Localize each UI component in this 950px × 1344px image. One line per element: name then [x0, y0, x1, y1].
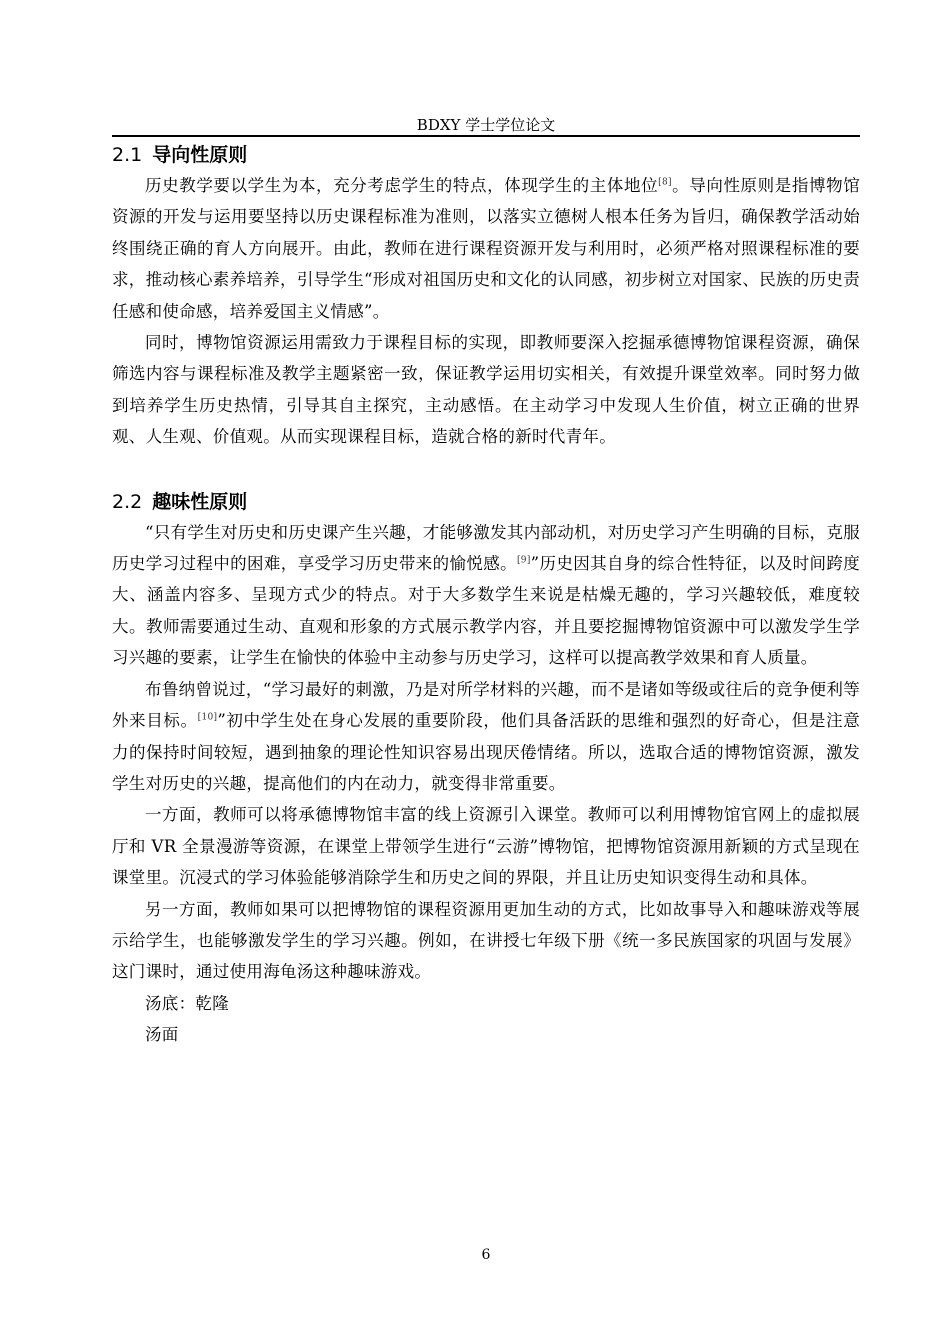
section-gap — [112, 453, 860, 487]
section-heading-2-1 — [112, 140, 860, 170]
paragraph — [112, 170, 860, 327]
paragraph-text: 布鲁纳曾说过，“学习最好的刺激，乃是对所学材料的兴趣，而不是诸如等级或往后的竞争便利等外来目标。 — [112, 679, 860, 731]
section-title: 导向性原则 — [152, 144, 248, 166]
section-title: 趣味性原则 — [152, 490, 248, 513]
page-number: 6 — [481, 1247, 491, 1263]
paragraph: 汤面 — [145, 1025, 179, 1045]
section-number: 2.1 — [112, 144, 143, 166]
citation-ref[interactable]: [10] — [197, 712, 218, 723]
citation-ref[interactable]: [8] — [658, 177, 672, 188]
paragraph — [112, 517, 860, 674]
paragraph-text: 历史教学要以学生为本，充分考虑学生的特点，体现学生的主体地位 — [145, 176, 659, 195]
citation-ref[interactable]: [9] — [517, 555, 531, 566]
paragraph-text: “只有学生对历史和历史课产生兴趣，才能够激发其内部动机，对历史学习产生明确的目标，克服历史学习过程中的困难，享受学习历史带来的愉悦感。 — [112, 522, 860, 574]
page-body — [112, 140, 860, 1051]
paragraph-text: ”初中学生处在身心发展的重要阶段，他们具备活跃的思维和强烈的好奇心，但是注意力的保持时间较短，遇到抽象的理论性知识容易出现厌倦情绪。所以，选取合适的博物馆资源，激发学生对历史的兴趣，提高他们的内在动力，就变得非常重要。 — [112, 711, 861, 793]
paragraph: 同时，博物馆资源运用需致力于课程目标的实现，即教师要深入挖掘承德博物馆课程资源，确保筛选内容与课程标准及教学主题紧密一致，保证教学运用切实相关，有效提升课堂效率。同时努力做到培养学生历史热情，引导其自主探究，主动感悟。在主动学习中发现人生价值，树立正确的世界观、人生观、价值观。从而实现课程目标，造就合格的新时代青年。 — [112, 333, 860, 447]
section-number: 2.2 — [112, 490, 143, 513]
paragraph: 汤底：乾隆 — [145, 993, 229, 1013]
running-header: BDXY 学士学位论文 — [416, 116, 556, 134]
paragraph-text: ”历史因其自身的综合性特征，以及时间跨度大、涵盖内容多、呈现方式少的特点。对于大多数学生来说是枯燥无趣的，学习兴趣较低，难度较大。教师需要通过生动、直观和形象的方式展示教学内容，并且要挖掘博物馆资源中可以激发学生学习兴趣的要素，让学生在愉快的体验中主动参与历史学习，这样可以提高教学效果和育人质量。 — [112, 554, 861, 668]
paragraph-text: 。导向性原则是指博物馆资源的开发与运用要坚持以历史课程标准为准则，以落实立德树人根本任务为旨归，确保教学活动始终围绕正确的育人方向展开。由此，教师在进行课程资源开发与利用时，必须严格对照课程标准的要求，推动核心素养培养，引导学生“形成对祖国历史和文化的认同感，初步树立对国家、民族的历史责任感和使命感，培养爱国主义情感”。 — [112, 176, 860, 321]
header-rule — [112, 135, 860, 137]
section-heading-2-2 — [112, 487, 860, 517]
paragraph: 一方面，教师可以将承德博物馆丰富的线上资源引入课堂。教师可以利用博物馆官网上的虚拟展厅和 VR 全景漫游等资源，在课堂上带领学生进行“云游”博物馆，把博物馆资源用新颖的方式呈现在课堂里。沉浸式的学习体验能够消除学生和历史之间的界限，并且让历史知识变得生动和具体。 — [112, 805, 860, 888]
paragraph: 另一方面，教师如果可以把博物馆的课程资源用更加生动的方式，比如故事导入和趣味游戏等展示给学生，也能够激发学生的学习兴趣。例如，在讲授七年级下册《统一多民族国家的巩固与发展》这门课时，通过使用海龟汤这种趣味游戏。 — [112, 899, 860, 982]
paragraph — [112, 674, 860, 800]
